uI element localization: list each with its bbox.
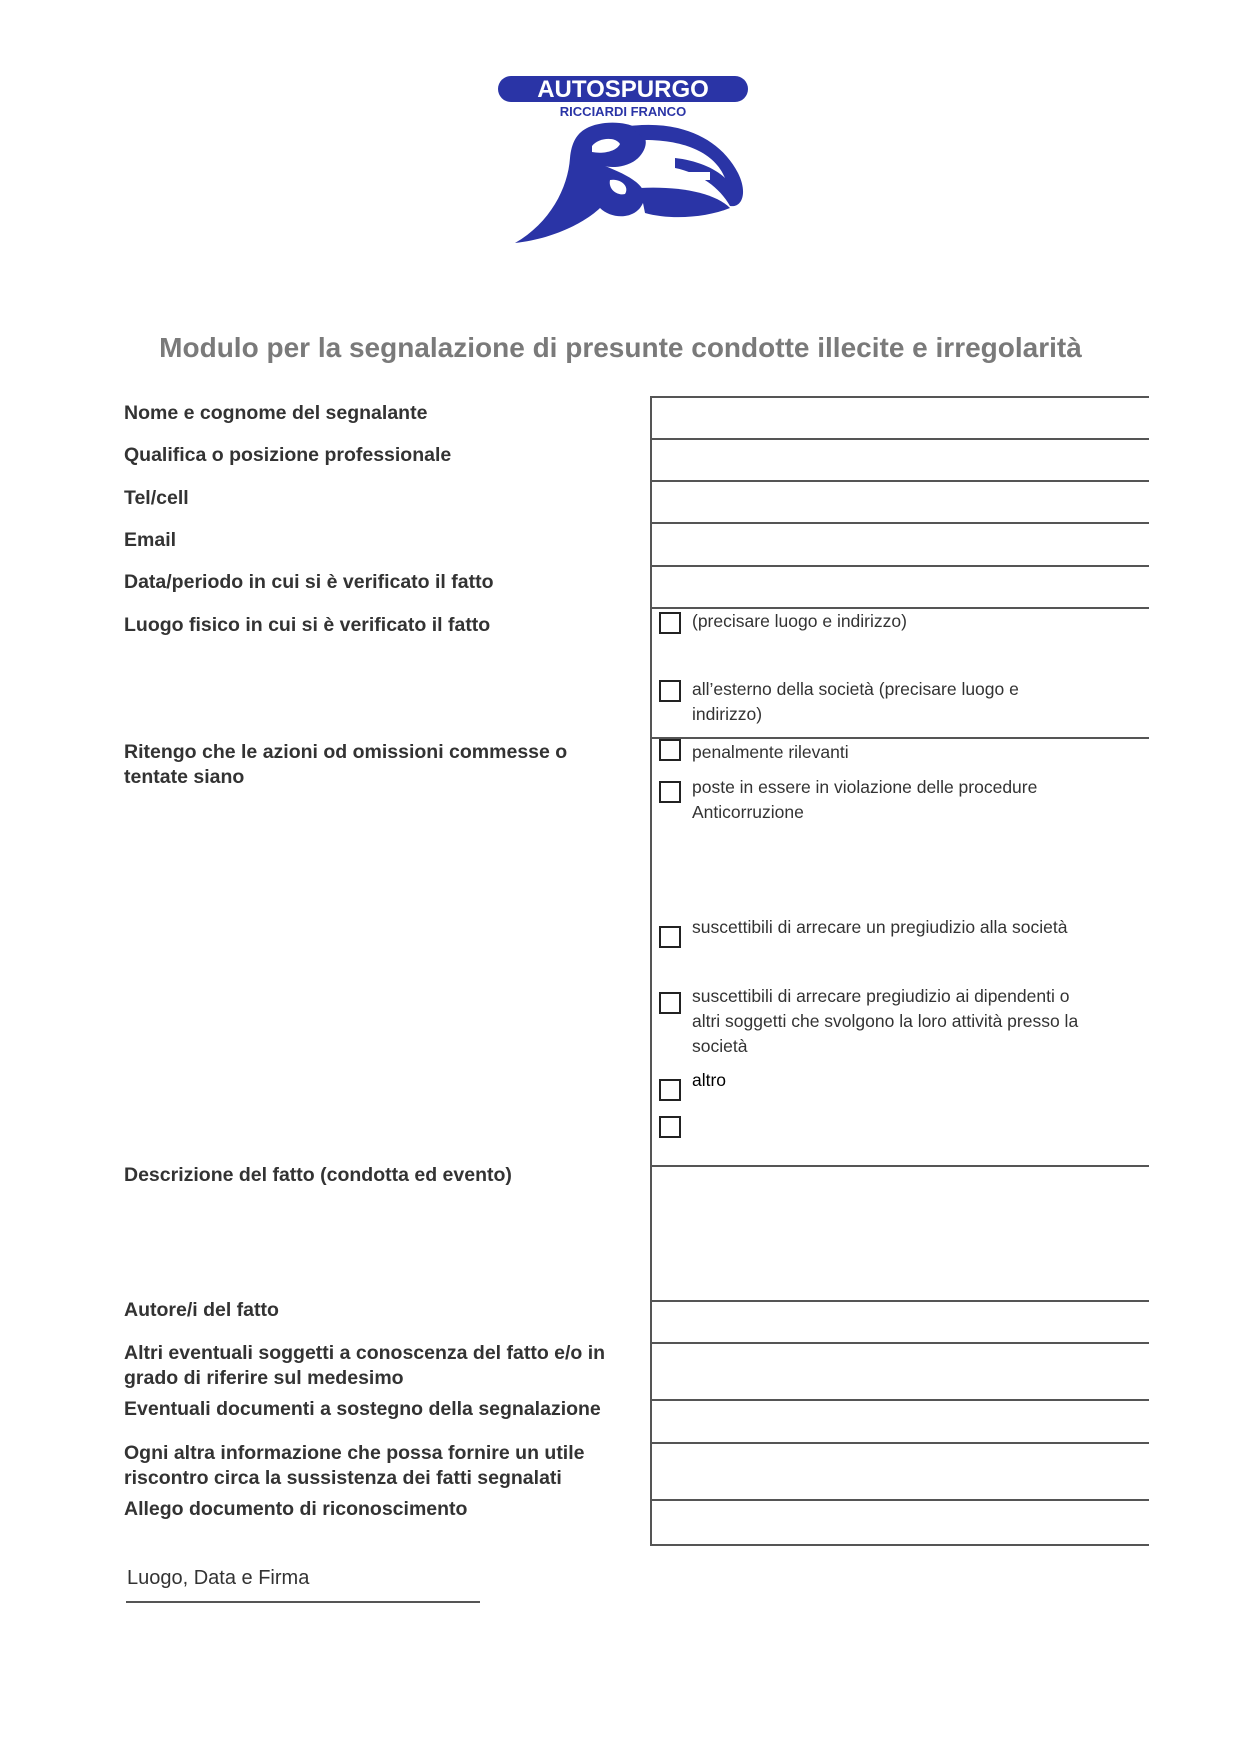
- logo-brand: AUTOSPURGO: [537, 76, 709, 103]
- label-phone: Tel/cell: [124, 487, 189, 509]
- checkbox-employee-harm[interactable]: [659, 992, 681, 1014]
- option-place-external-line2: indirizzo): [692, 704, 763, 724]
- signature-label: Luogo, Data e Firma: [127, 1567, 310, 1589]
- option-employee-harm-line1: suscettibili di arrecare pregiudizio ai dipendenti o: [692, 986, 1070, 1006]
- row-line: [650, 1544, 1149, 1546]
- label-authors: Autore/i del fatto: [124, 1299, 279, 1321]
- description-field[interactable]: [652, 1167, 1149, 1300]
- row-line: [650, 737, 1149, 739]
- label-name: Nome e cognome del segnalante: [124, 402, 428, 424]
- name-field[interactable]: [652, 398, 1149, 438]
- checkbox-company-harm[interactable]: [659, 926, 681, 948]
- label-actions-line2: tentate siano: [124, 766, 245, 788]
- documents-field[interactable]: [652, 1401, 1149, 1442]
- label-date: Data/periodo in cui si è verificato il fatto: [124, 571, 494, 593]
- checkbox-other-extra[interactable]: [659, 1116, 681, 1138]
- authors-field[interactable]: [652, 1302, 1149, 1342]
- label-id-document: Allego documento di riconoscimento: [124, 1498, 468, 1520]
- form-title: Modulo per la segnalazione di presunte condotte illecite e irregolarità: [159, 332, 1082, 363]
- option-place-external-line1: all’esterno della società (precisare luogo e: [692, 679, 1019, 699]
- label-actions-line1: Ritengo che le azioni od omissioni commesse o: [124, 741, 568, 763]
- option-criminal: penalmente rilevanti: [692, 742, 849, 762]
- label-info-line1: Ogni altra informazione che possa fornire un utile: [124, 1442, 585, 1464]
- logo-monogram: [515, 123, 743, 243]
- label-role: Qualifica o posizione professionale: [124, 444, 452, 466]
- checkbox-other[interactable]: [659, 1079, 681, 1101]
- logo-owner: RICCIARDI FRANCO: [559, 104, 687, 119]
- label-place: Luogo fisico in cui si è verificato il fatto: [124, 614, 491, 636]
- label-description: Descrizione del fatto (condotta ed evento): [124, 1164, 512, 1186]
- option-other: altro: [692, 1070, 727, 1090]
- option-company-harm: suscettibili di arrecare un pregiudizio alla società: [692, 917, 1068, 937]
- checkbox-place-external[interactable]: [659, 680, 681, 702]
- checkbox-anticorruption[interactable]: [659, 781, 681, 803]
- label-documents: Eventuali documenti a sostegno della segnalazione: [124, 1398, 601, 1420]
- checkbox-criminal[interactable]: [659, 739, 681, 761]
- company-logo: [480, 68, 810, 258]
- label-others-line2: grado di riferire sul medesimo: [124, 1367, 404, 1389]
- role-field[interactable]: [652, 440, 1149, 480]
- id-document-field[interactable]: [652, 1501, 1149, 1544]
- phone-field[interactable]: [652, 482, 1149, 522]
- signature-line[interactable]: [126, 1601, 480, 1603]
- email-field[interactable]: [652, 524, 1149, 565]
- checkbox-place-internal[interactable]: [659, 612, 681, 634]
- label-others-line1: Altri eventuali soggetti a conoscenza del fatto e/o in: [124, 1342, 606, 1364]
- label-email: Email: [124, 529, 177, 551]
- others-field[interactable]: [652, 1344, 1149, 1399]
- date-field[interactable]: [652, 567, 1149, 607]
- label-info-line2: riscontro circa la sussistenza dei fatti segnalati: [124, 1467, 562, 1489]
- option-anticorruption-line1: poste in essere in violazione delle procedure: [692, 777, 1038, 797]
- info-field[interactable]: [652, 1444, 1149, 1499]
- option-place-internal: (precisare luogo e indirizzo): [692, 611, 907, 631]
- option-anticorruption-line2: Anticorruzione: [692, 802, 804, 822]
- option-employee-harm-line3: società: [692, 1036, 748, 1056]
- option-employee-harm-line2: altri soggetti che svolgono la loro attività presso la: [692, 1011, 1079, 1031]
